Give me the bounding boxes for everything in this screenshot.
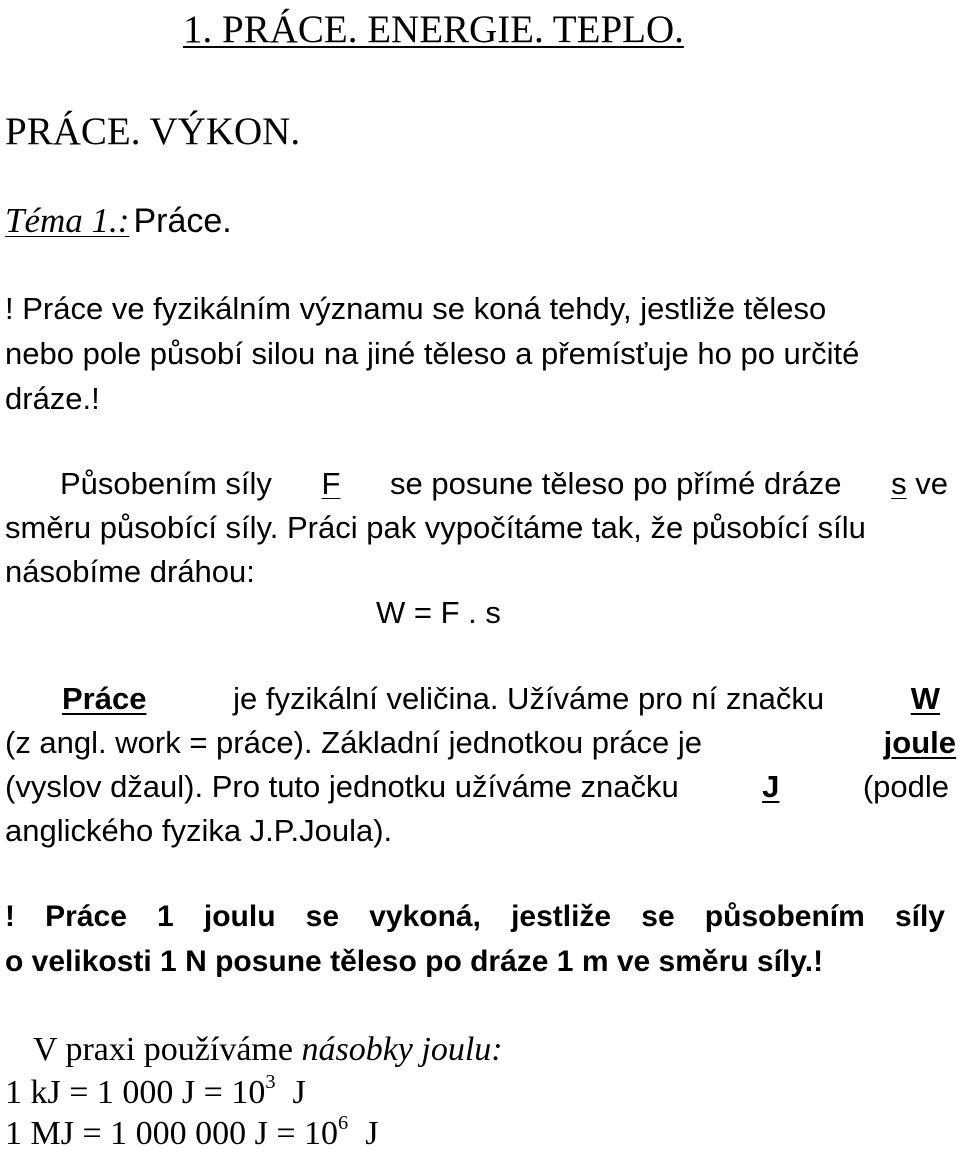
work-formula: W = F . s [376, 595, 501, 630]
paragraph3-line-4: anglického fyzika J.P.Joula). [5, 813, 393, 848]
paragraph3-line-2 [5, 727, 956, 758]
megajoule-line [5, 1111, 379, 1152]
chapter-title: 1. PRÁCE. ENERGIE. TEPLO. [183, 8, 684, 51]
paragraph3-line-1 [62, 683, 954, 714]
joule-symbol: J [762, 769, 780, 804]
mj-text: 1 MJ = 1 000 000 J = 10 [5, 1115, 339, 1152]
work-symbol: W [910, 681, 940, 716]
work-term: Práce [62, 681, 147, 716]
paragraph2-line-1 [60, 468, 948, 499]
topic-name: Práce. [133, 202, 232, 240]
multiples-intro-em: násobky joulu: [301, 1031, 503, 1068]
p3-text-3: (vyslov džaul). Pro tuto jednotku užíváme značku [5, 769, 679, 804]
mj-exponent: 6 [338, 1111, 349, 1134]
p3-text-4: (podle [862, 769, 949, 804]
paragraph2-line-3: násobíme dráhou: [5, 554, 255, 589]
topic-label: Téma 1.: [5, 201, 130, 240]
definition-line-2: nebo pole působí silou na jiné těleso a přemísťuje ho po určité [5, 336, 860, 371]
joule-term: joule [883, 725, 956, 760]
p3-text-1: je fyzikální veličina. Užíváme pro ní značku [233, 681, 825, 716]
paragraph3-line-3 [5, 771, 949, 802]
p2-text-b: se posune těleso po přímé dráze [390, 466, 842, 501]
distance-symbol: s [891, 466, 907, 501]
section-title: PRÁCE. VÝKON. [5, 110, 301, 153]
multiples-intro [33, 1033, 503, 1067]
kilojoule-line [5, 1070, 306, 1111]
kj-text: 1 kJ = 1 000 J = 10 [5, 1074, 266, 1111]
definition-line-3: dráze.! [5, 381, 100, 416]
kj-exponent: 3 [265, 1070, 276, 1093]
topic-heading [5, 203, 232, 238]
multiples-intro-text: V praxi používáme [33, 1031, 293, 1068]
force-symbol: F [321, 466, 341, 501]
definition-line-1: ! Práce ve fyzikálním významu se koná tehdy, jestliže těleso [5, 291, 827, 326]
rule-line-1: ! Práce 1 joulu se vykoná, jestliže se působením síly [5, 900, 945, 933]
p2-text-c: ve [915, 466, 948, 501]
kj-unit: J [292, 1074, 306, 1111]
mj-unit: J [365, 1115, 379, 1152]
rule-line-2: o velikosti 1 N posune těleso po dráze 1 m ve směru síly.! [5, 945, 824, 978]
p3-text-2: (z angl. work = práce). Základní jednotkou práce je [5, 725, 703, 760]
p2-text-a: Působením síly [60, 466, 272, 501]
paragraph2-line-2: směru působící síly. Práci pak vypočítáme tak, že působící sílu [5, 510, 866, 545]
